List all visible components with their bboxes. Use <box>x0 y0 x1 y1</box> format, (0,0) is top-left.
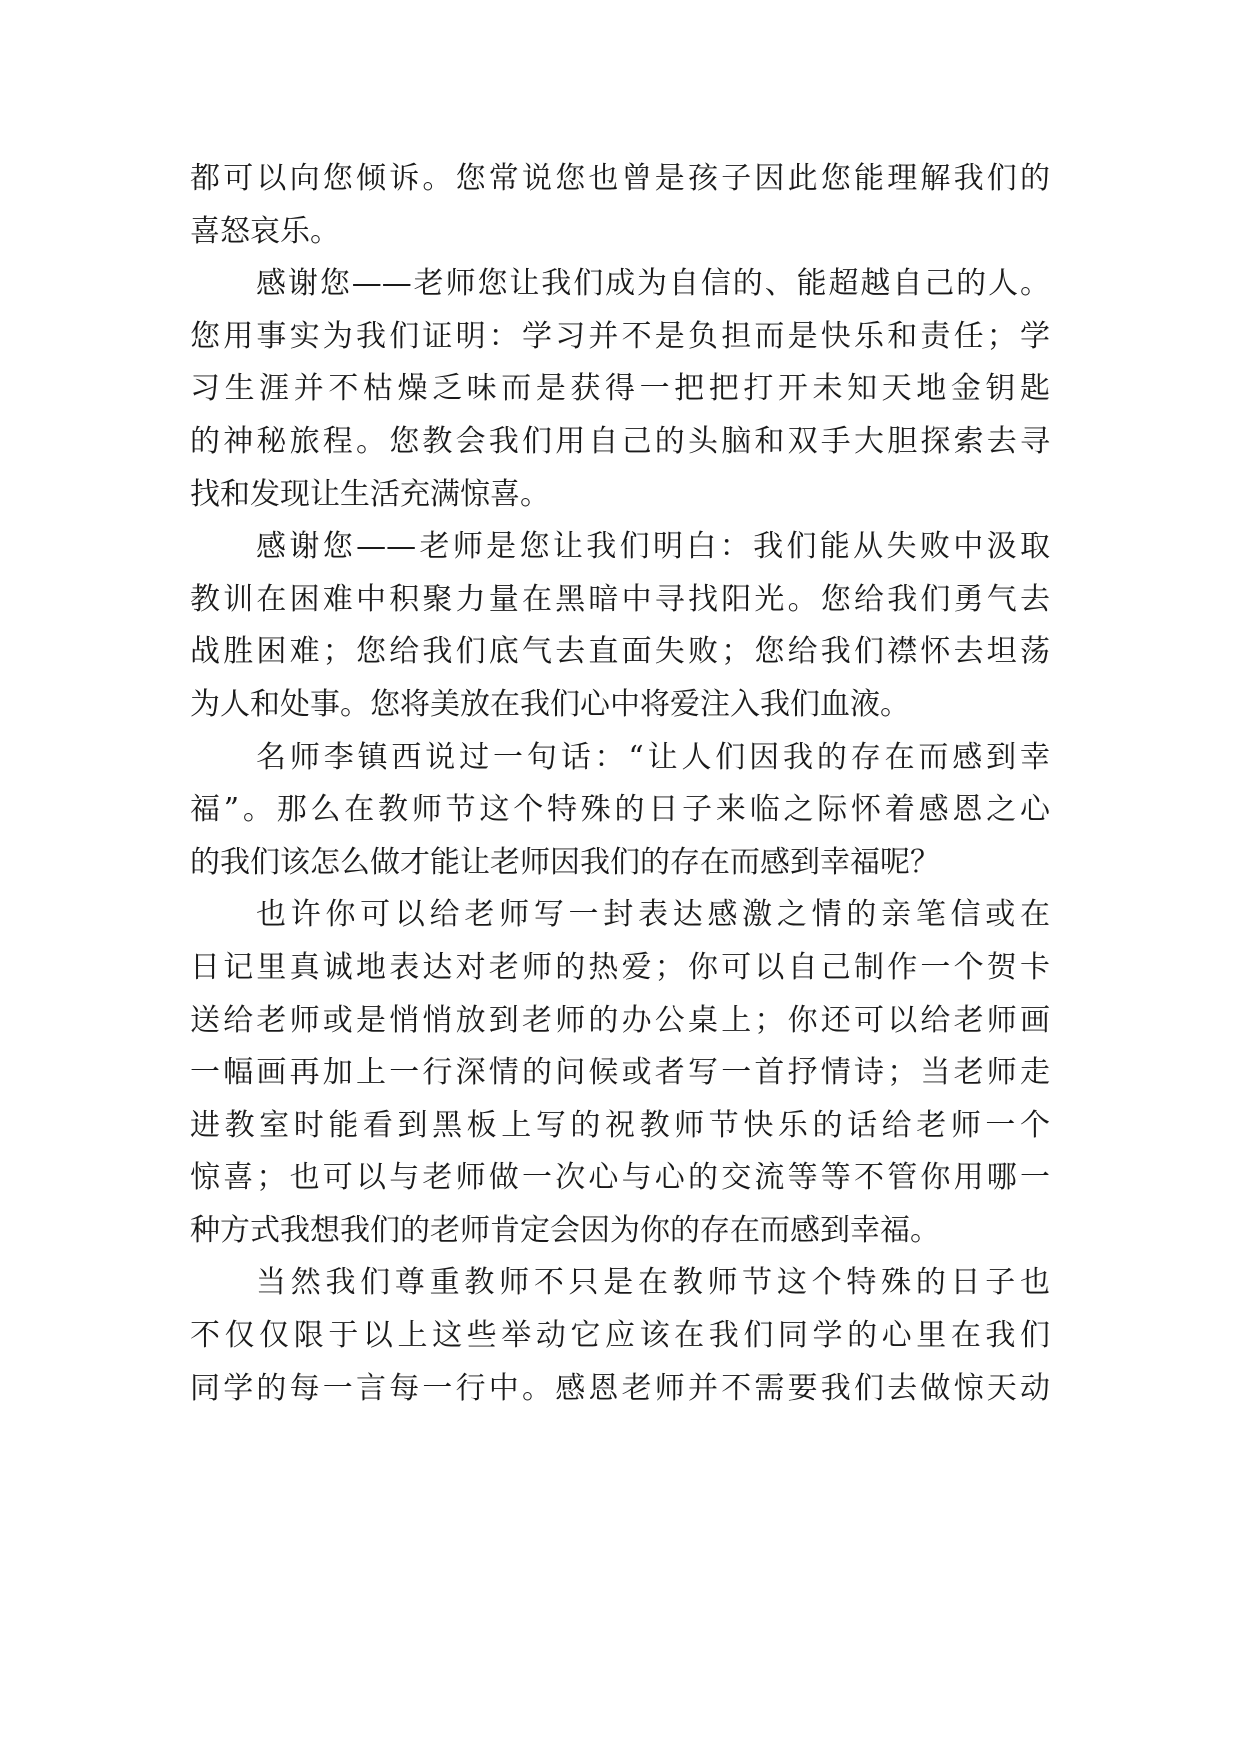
text-line: 种方式我想我们的老师肯定会因为你的存在而感到幸福。 <box>190 1212 940 1248</box>
text-line: 习生涯并不枯燥乏味而是获得一把把打开未知天地金钥匙 <box>190 371 1050 407</box>
text-line: 都可以向您倾诉。您常说您也曾是孩子因此您能理解我们的 <box>190 161 1050 196</box>
text-line: 战胜困难；您给我们底气去直面失败；您给我们襟怀去坦荡 <box>190 634 1050 670</box>
text-line: 您用事实为我们证明：学习并不是负担而是快乐和责任；学 <box>190 318 1050 354</box>
text-line: 找和发现让生活充满惊喜。 <box>190 476 550 512</box>
text-line: 为人和处事。您将美放在我们心中将爱注入我们血液。 <box>190 686 910 722</box>
body-text <box>190 153 1050 1415</box>
text-line: 同学的每一言每一行中。感恩老师并不需要我们去做惊天动 <box>190 1370 1050 1406</box>
text-line: 喜怒哀乐。 <box>190 213 340 249</box>
text-line: 福”。那么在教师节这个特殊的日子来临之际怀着感恩之心 <box>190 792 1050 828</box>
text-line: 进教室时能看到黑板上写的祝教师节快乐的话给老师一个 <box>190 1107 1050 1143</box>
text-line: 日记里真诚地表达对老师的热爱；你可以自己制作一个贺卡 <box>190 949 1050 985</box>
text-line: 惊喜；也可以与老师做一次心与心的交流等等不管你用哪一 <box>190 1160 1050 1196</box>
text-line: 的我们该怎么做才能让老师因我们的存在而感到幸福呢？ <box>190 844 940 880</box>
paragraph-first-line: 当然我们尊重教师不只是在教师节这个特殊的日子也 <box>256 1265 1050 1301</box>
text-line: 一幅画再加上一行深情的问候或者写一首抒情诗；当老师走 <box>190 1055 1050 1091</box>
text-line: 不仅仅限于以上这些举动它应该在我们同学的心里在我们 <box>190 1318 1050 1354</box>
paragraph-first-line: 也许你可以给老师写一封表达感激之情的亲笔信或在 <box>256 897 1050 933</box>
text-line: 教训在困难中积聚力量在黑暗中寻找阳光。您给我们勇气去 <box>190 581 1050 617</box>
text-line: 的神秘旅程。您教会我们用自己的头脑和双手大胆探索去寻 <box>190 423 1050 459</box>
paragraph-first-line: 名师李镇西说过一句话：“让人们因我的存在而感到幸 <box>256 739 1050 775</box>
paragraph-first-line: 感谢您——老师您让我们成为自信的、能超越自己的人。 <box>256 266 1050 302</box>
text-line: 送给老师或是悄悄放到老师的办公桌上；你还可以给老师画 <box>190 1002 1050 1038</box>
paragraph-first-line: 感谢您——老师是您让我们明白：我们能从失败中汲取 <box>256 529 1050 565</box>
